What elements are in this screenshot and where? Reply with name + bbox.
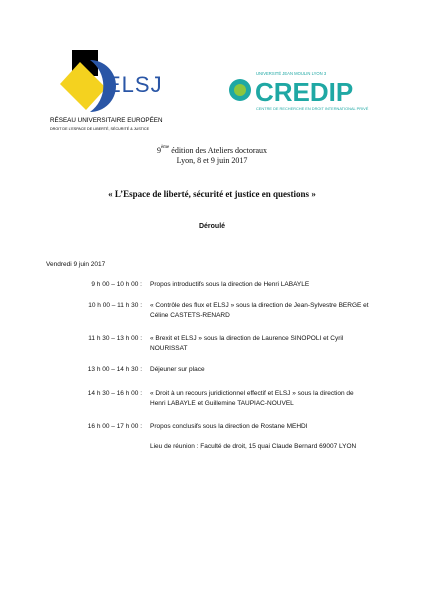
schedule-time: 16 h 00 – 17 h 00 : <box>87 423 142 430</box>
schedule-time: 14 h 30 – 16 h 00 : <box>87 390 142 397</box>
edition-line <box>0 146 424 155</box>
event-dates: Lyon, 8 et 9 juin 2017 <box>176 156 248 165</box>
edition-number: 9 <box>156 146 161 155</box>
event-title: « L’Espace de liberté, sécurité et justice en questions » <box>108 189 316 199</box>
schedule-time: 11 h 30 – 13 h 00 : <box>88 335 142 342</box>
schedule-time: 9 h 00 – 10 h 00 : <box>91 281 142 288</box>
schedule-description <box>150 334 380 354</box>
schedule-line: « Brexit et ELSJ » sous la direction de Laurence SINOPOLI et Cyril <box>150 335 344 342</box>
schedule-line: « Droit à un recours juridictionnel effectif et ELSJ » sous la direction de <box>150 390 354 397</box>
credip-tagline: CENTRE DE RECHERCHE EN DROIT INTERNATIONAL PRIVÉ <box>256 106 369 111</box>
elsj-tagline: DROIT DE L'ESPACE DE LIBERTÉ, SÉCURITÉ & JUSTICE <box>50 127 150 131</box>
schedule-line: Propos introductifs sous la direction de Henri LABAYLE <box>150 281 310 288</box>
credip-logo-mark <box>228 68 388 118</box>
schedule-description <box>150 389 380 409</box>
credip-logo <box>228 68 388 118</box>
schedule-description <box>150 422 380 432</box>
program-subtitle: Déroulé <box>198 223 226 230</box>
elsj-logo-mark <box>50 48 210 138</box>
schedule-description <box>150 301 380 321</box>
schedule-line: Propos conclusifs sous la direction de Rostane MEHDI <box>150 423 308 430</box>
schedule-line: NOURISSAT <box>150 345 188 352</box>
venue-line: Lieu de réunion : Faculté de droit, 15 quai Claude Bernard 69007 LYON <box>150 443 357 450</box>
edition-text: édition des Ateliers doctoraux <box>169 146 268 155</box>
schedule-line: Henri LABAYLE et Guillemine TAUPIAC-NOUVEL <box>150 400 294 407</box>
schedule-description <box>150 365 380 375</box>
schedule-time: 13 h 00 – 14 h 30 : <box>87 366 142 373</box>
elsj-logo <box>50 48 210 138</box>
day-heading: Vendredi 9 juin 2017 <box>46 261 106 268</box>
credip-name: CREDIP <box>255 77 354 107</box>
schedule-line: Déjeuner sur place <box>150 366 205 373</box>
credip-university-line: UNIVERSITÉ JEAN MOULIN LYON 3 <box>256 71 327 76</box>
elsj-org-line: RÉSEAU UNIVERSITAIRE EUROPÉEN <box>50 117 163 124</box>
schedule-line: Céline CASTETS-RENARD <box>150 312 230 319</box>
elsj-mark-text: ELSJ <box>106 72 163 97</box>
schedule-line: « Contrôle des flux et ELSJ » sous la direction de Jean-Sylvestre BERGE et <box>150 302 369 309</box>
schedule-description <box>150 280 380 290</box>
edition-superscript: ème <box>160 145 170 150</box>
schedule-time: 10 h 00 – 11 h 30 : <box>88 302 142 309</box>
